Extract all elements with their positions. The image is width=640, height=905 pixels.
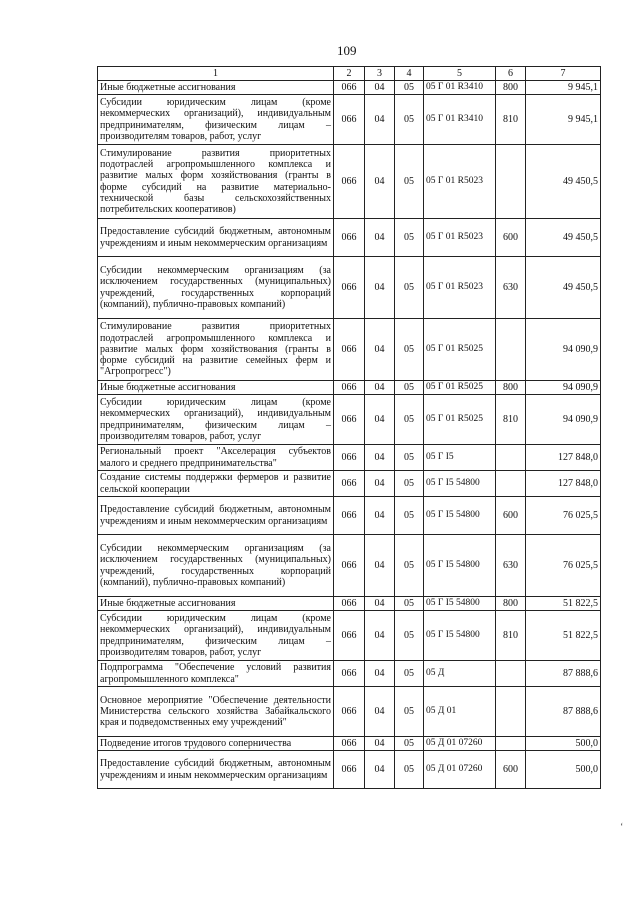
ministry-code: 066 — [334, 219, 365, 257]
expense-type-code: 800 — [496, 597, 526, 611]
expense-type-code: 600 — [496, 751, 526, 789]
amount: 49 450,5 — [526, 145, 601, 219]
subsection-code: 05 — [395, 661, 424, 687]
section-code: 04 — [365, 661, 395, 687]
target-article-code: 05 Д — [424, 661, 496, 687]
target-article-code: 05 Г 01 R5025 — [424, 319, 496, 381]
ministry-code: 066 — [334, 395, 365, 445]
table-row — [98, 661, 601, 687]
subsection-code: 05 — [395, 535, 424, 597]
table-row — [98, 95, 601, 145]
item-name: Субсидии юридическим лицам (кроме некоммерческих организаций), индивидуальным предпринимателям, физическим лицам – производителям товаров, работ, услуг — [98, 611, 334, 661]
item-name: Субсидии некоммерческим организациям (за исключением государственных (муниципальных) учреждений, государственных корпораций (компаний), публично-правовых компаний) — [98, 257, 334, 319]
amount: 51 822,5 — [526, 597, 601, 611]
expense-type-code — [496, 471, 526, 497]
target-article-code: 05 Г I5 54800 — [424, 535, 496, 597]
section-code: 04 — [365, 497, 395, 535]
expense-type-code: 600 — [496, 219, 526, 257]
ministry-code: 066 — [334, 661, 365, 687]
target-article-code: 05 Г I5 54800 — [424, 497, 496, 535]
section-code: 04 — [365, 395, 395, 445]
amount: 9 945,1 — [526, 81, 601, 95]
item-name: Создание системы поддержки фермеров и развитие сельской кооперации — [98, 471, 334, 497]
header-cell: 3 — [365, 67, 395, 81]
table-row — [98, 145, 601, 219]
expense-type-code: 630 — [496, 257, 526, 319]
ministry-code: 066 — [334, 145, 365, 219]
table-row — [98, 687, 601, 737]
section-code: 04 — [365, 751, 395, 789]
target-article-code: 05 Г 01 R5025 — [424, 395, 496, 445]
subsection-code: 05 — [395, 219, 424, 257]
ministry-code: 066 — [334, 611, 365, 661]
section-code: 04 — [365, 611, 395, 661]
section-code: 04 — [365, 471, 395, 497]
ministry-code: 066 — [334, 497, 365, 535]
target-article-code: 05 Г 01 R5023 — [424, 145, 496, 219]
subsection-code: 05 — [395, 737, 424, 751]
subsection-code: 05 — [395, 395, 424, 445]
amount: 87 888,6 — [526, 661, 601, 687]
expense-type-code — [496, 445, 526, 471]
amount: 49 450,5 — [526, 257, 601, 319]
item-name: Субсидии юридическим лицам (кроме некоммерческих организаций), индивидуальным предпринимателям, физическим лицам – производителям товаров, работ, услуг — [98, 395, 334, 445]
table-row — [98, 381, 601, 395]
table-row — [98, 319, 601, 381]
item-name: Субсидии юридическим лицам (кроме некоммерческих организаций), индивидуальным предпринимателям, физическим лицам – производителям товаров, работ, услуг — [98, 95, 334, 145]
target-article-code: 05 Д 01 07260 — [424, 751, 496, 789]
amount: 51 822,5 — [526, 611, 601, 661]
amount: 87 888,6 — [526, 687, 601, 737]
item-name: Основное мероприятие "Обеспечение деятельности Министерства сельского хозяйства Забайкальского края и подведомственных ему учреждений" — [98, 687, 334, 737]
item-name: Стимулирование развития приоритетных подотраслей агропромышленного комплекса и развитие малых форм хозяйствования (гранты в форме субсидий на развитие семейных ферм и "Агропрогресс") — [98, 319, 334, 381]
amount: 76 025,5 — [526, 535, 601, 597]
expense-type-code: 800 — [496, 81, 526, 95]
expense-type-code: 810 — [496, 611, 526, 661]
scan-mark: ‘ — [620, 822, 624, 833]
section-code: 04 — [365, 257, 395, 319]
amount: 94 090,9 — [526, 381, 601, 395]
amount: 94 090,9 — [526, 395, 601, 445]
ministry-code: 066 — [334, 95, 365, 145]
ministry-code: 066 — [334, 471, 365, 497]
expense-type-code: 810 — [496, 95, 526, 145]
target-article-code: 05 Г 01 R5025 — [424, 381, 496, 395]
target-article-code: 05 Г 01 R3410 — [424, 81, 496, 95]
ministry-code: 066 — [334, 597, 365, 611]
subsection-code: 05 — [395, 497, 424, 535]
expense-type-code — [496, 687, 526, 737]
subsection-code: 05 — [395, 471, 424, 497]
budget-table — [97, 66, 601, 789]
table-row — [98, 471, 601, 497]
item-name: Иные бюджетные ассигнования — [98, 81, 334, 95]
subsection-code: 05 — [395, 81, 424, 95]
table-row — [98, 597, 601, 611]
header-cell: 1 — [98, 67, 334, 81]
table-row — [98, 611, 601, 661]
item-name: Стимулирование развития приоритетных подотраслей агропромышленного комплекса и развитие малых форм хозяйствования (гранты в форме субсидий на развитие материально-технической базы сельскохозяйственных потребительских кооперативов) — [98, 145, 334, 219]
ministry-code: 066 — [334, 535, 365, 597]
target-article-code: 05 Г 01 R3410 — [424, 95, 496, 145]
subsection-code: 05 — [395, 145, 424, 219]
amount: 49 450,5 — [526, 219, 601, 257]
amount: 500,0 — [526, 737, 601, 751]
expense-type-code: 810 — [496, 395, 526, 445]
section-code: 04 — [365, 687, 395, 737]
section-code: 04 — [365, 445, 395, 471]
section-code: 04 — [365, 95, 395, 145]
expense-type-code — [496, 737, 526, 751]
amount: 94 090,9 — [526, 319, 601, 381]
amount: 500,0 — [526, 751, 601, 789]
item-name: Предоставление субсидий бюджетным, автономным учреждениям и иным некоммерческим организациям — [98, 219, 334, 257]
subsection-code: 05 — [395, 257, 424, 319]
header-cell: 5 — [424, 67, 496, 81]
subsection-code: 05 — [395, 445, 424, 471]
target-article-code: 05 Д 01 — [424, 687, 496, 737]
ministry-code: 066 — [334, 445, 365, 471]
expense-type-code: 800 — [496, 381, 526, 395]
header-cell: 7 — [526, 67, 601, 81]
subsection-code: 05 — [395, 751, 424, 789]
item-name: Подпрограмма "Обеспечение условий развития агропромышленного комплекса" — [98, 661, 334, 687]
subsection-code: 05 — [395, 95, 424, 145]
table-row — [98, 497, 601, 535]
section-code: 04 — [365, 319, 395, 381]
ministry-code: 066 — [334, 319, 365, 381]
section-code: 04 — [365, 145, 395, 219]
item-name: Региональный проект "Акселерация субъектов малого и среднего предпринимательства" — [98, 445, 334, 471]
ministry-code: 066 — [334, 381, 365, 395]
table-row — [98, 737, 601, 751]
amount: 127 848,0 — [526, 471, 601, 497]
table-row — [98, 395, 601, 445]
target-article-code: 05 Г 01 R5023 — [424, 257, 496, 319]
table-row — [98, 751, 601, 789]
expense-type-code — [496, 145, 526, 219]
subsection-code: 05 — [395, 381, 424, 395]
item-name: Иные бюджетные ассигнования — [98, 381, 334, 395]
item-name: Подведение итогов трудового соперничества — [98, 737, 334, 751]
expense-type-code: 600 — [496, 497, 526, 535]
target-article-code: 05 Г I5 54800 — [424, 611, 496, 661]
expense-type-code — [496, 661, 526, 687]
item-name: Иные бюджетные ассигнования — [98, 597, 334, 611]
amount: 127 848,0 — [526, 445, 601, 471]
item-name: Субсидии некоммерческим организациям (за исключением государственных (муниципальных) учреждений, государственных корпораций (компаний), публично-правовых компаний) — [98, 535, 334, 597]
header-row — [98, 67, 601, 81]
header-cell: 6 — [496, 67, 526, 81]
table-row — [98, 257, 601, 319]
table-row — [98, 81, 601, 95]
section-code: 04 — [365, 597, 395, 611]
target-article-code: 05 Д 01 07260 — [424, 737, 496, 751]
target-article-code: 05 Г I5 — [424, 445, 496, 471]
target-article-code: 05 Г 01 R5023 — [424, 219, 496, 257]
target-article-code: 05 Г I5 54800 — [424, 471, 496, 497]
target-article-code: 05 Г I5 54800 — [424, 597, 496, 611]
amount: 9 945,1 — [526, 95, 601, 145]
expense-type-code — [496, 319, 526, 381]
section-code: 04 — [365, 737, 395, 751]
ministry-code: 066 — [334, 687, 365, 737]
item-name: Предоставление субсидий бюджетным, автономным учреждениям и иным некоммерческим организациям — [98, 751, 334, 789]
section-code: 04 — [365, 81, 395, 95]
item-name: Предоставление субсидий бюджетным, автономным учреждениям и иным некоммерческим организациям — [98, 497, 334, 535]
subsection-code: 05 — [395, 611, 424, 661]
ministry-code: 066 — [334, 257, 365, 319]
subsection-code: 05 — [395, 597, 424, 611]
table-row — [98, 445, 601, 471]
ministry-code: 066 — [334, 737, 365, 751]
page-number: 109 — [337, 43, 357, 58]
header-cell: 4 — [395, 67, 424, 81]
amount: 76 025,5 — [526, 497, 601, 535]
section-code: 04 — [365, 381, 395, 395]
ministry-code: 066 — [334, 81, 365, 95]
header-cell: 2 — [334, 67, 365, 81]
expense-type-code: 630 — [496, 535, 526, 597]
ministry-code: 066 — [334, 751, 365, 789]
table-row — [98, 219, 601, 257]
subsection-code: 05 — [395, 319, 424, 381]
section-code: 04 — [365, 219, 395, 257]
section-code: 04 — [365, 535, 395, 597]
subsection-code: 05 — [395, 687, 424, 737]
table-row — [98, 535, 601, 597]
